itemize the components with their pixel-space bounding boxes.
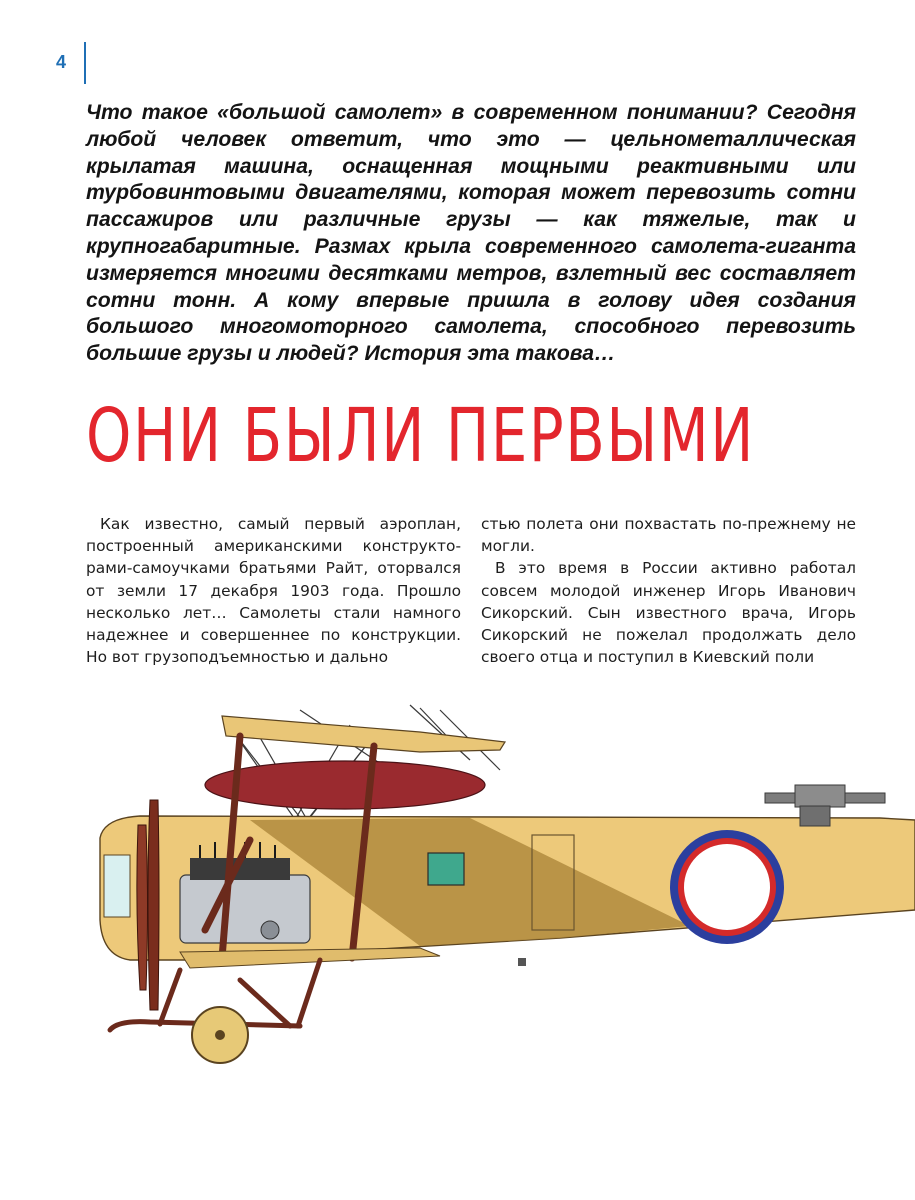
right-column-continuation: стью полета они похвастать по-прежнему не могли. <box>481 515 856 556</box>
biplane-illustration <box>0 690 915 1070</box>
intro-paragraph: Что такое «большой самолет» в современном понимании? Сегодня любой человек ответит, что это — цельнометаллическая крылатая машина, оснащенная мощными реактивными или турбовинтовыми двигателями, которая может перевозить сотни пассажиров или различные грузы — как тяжелые, так и крупногабаритные. Размах крыла современного самолета-гиганта измеряется многими десятками метров, взлетный вес составляет сотни тонн. А кому впервые пришла в голову идея создания большого многомоторного самолета, способного перевозить большие грузы и людей? История эта такова… <box>86 101 856 366</box>
cockpit-window <box>104 855 130 917</box>
door-step <box>518 958 526 966</box>
right-column <box>481 513 856 668</box>
section-title: ОНИ БЫЛИ ПЕРВЫМИ <box>86 393 755 479</box>
upper-wing <box>222 716 505 752</box>
lower-wing <box>180 948 440 968</box>
page-number: 4 <box>56 52 67 72</box>
left-column-paragraph: Как известно, самый первый аэроплан, построенный американскими конструкторами-самоучками братьями Райт, оторвался от земли 17 декабря 1903 года. Прошло несколько лет… Самолеты стали намного надежнее и совершеннее по конструкции. Но вот грузоподъемностью и дально <box>86 515 461 667</box>
right-column-paragraph: В это время в России активно работал совсем молодой инженер Игорь Иванович Сикорский. Сын известного врача, Игорь Сикорский не пожелал продолжать дело своего отца и поступил в Киевский поли <box>481 559 856 667</box>
roundel-inner <box>684 844 770 930</box>
side-window <box>428 853 464 885</box>
nacelle <box>205 761 485 809</box>
page-number-divider <box>84 42 86 84</box>
body-text-columns <box>86 513 856 668</box>
wheel-hub <box>215 1030 225 1040</box>
left-column <box>86 513 461 668</box>
